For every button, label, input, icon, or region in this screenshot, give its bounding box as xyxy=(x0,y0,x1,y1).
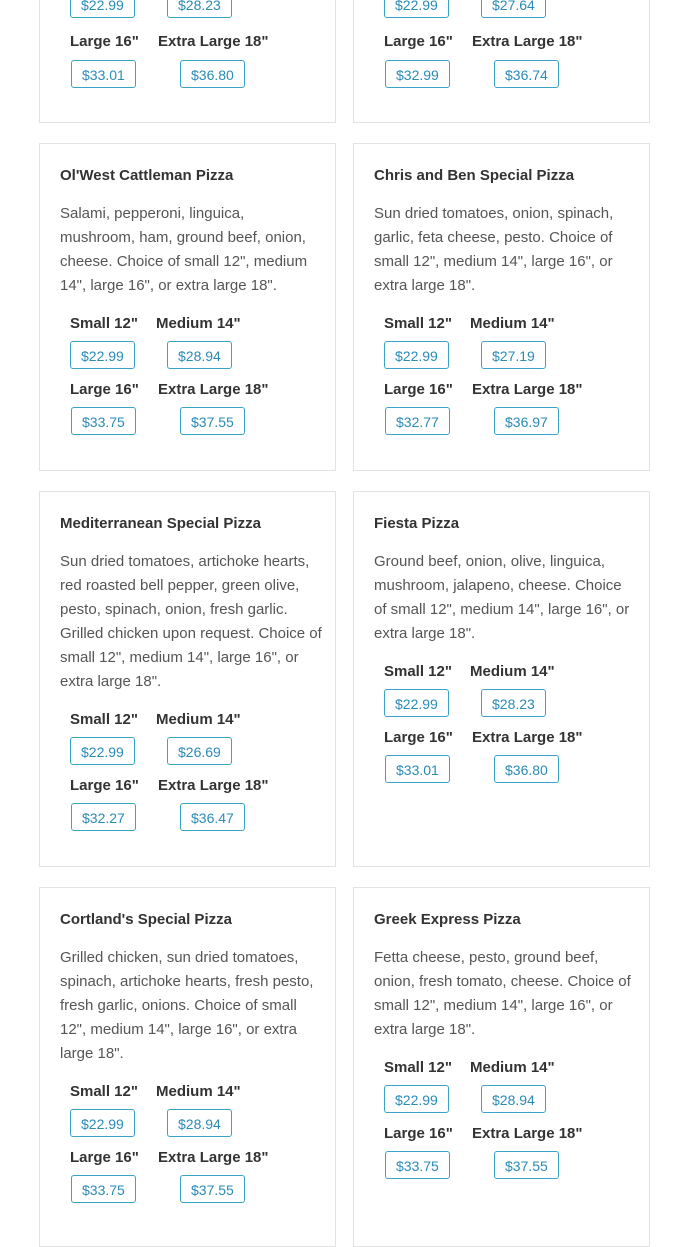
pizza-title: Fiesta Pizza xyxy=(374,515,460,532)
price-button-medium[interactable]: $28.94 xyxy=(167,1109,232,1137)
price-button-medium[interactable]: $28.23 xyxy=(481,689,546,717)
pizza-title: Cortland's Special Pizza xyxy=(60,911,232,928)
size-label-small: Small 12" xyxy=(384,663,452,680)
pizza-description: Salami, pepperoni, linguica, mushroom, ham, ground beef, onion, cheese. Choice of small 12", medium 14", large 16", or extra large 18". xyxy=(60,205,308,294)
price-button-small[interactable]: $22.99 xyxy=(70,737,135,765)
price-button-small[interactable]: $22.99 xyxy=(70,0,135,18)
pizza-card xyxy=(353,887,650,1247)
price-button-xlarge[interactable]: $36.80 xyxy=(180,60,245,88)
price-button-small[interactable]: $22.99 xyxy=(384,1085,449,1113)
price-button-xlarge[interactable]: $37.55 xyxy=(180,407,245,435)
price-button-medium[interactable]: $28.94 xyxy=(167,341,232,369)
price-button-large[interactable]: $33.01 xyxy=(71,60,136,88)
price-button-xlarge[interactable]: $36.80 xyxy=(494,755,559,783)
price-button-small[interactable]: $22.99 xyxy=(384,689,449,717)
pizza-card xyxy=(39,887,336,1247)
size-label-medium: Medium 14" xyxy=(156,315,241,332)
price-button-large[interactable]: $33.75 xyxy=(385,1151,450,1179)
pizza-description: Ground beef, onion, olive, linguica, mushroom, jalapeno, cheese. Choice of small 12", medium 14", large 16", or extra large 18". xyxy=(374,553,630,642)
price-button-large[interactable]: $32.77 xyxy=(385,407,450,435)
pizza-title: Chris and Ben Special Pizza xyxy=(374,167,575,184)
size-label-large: Large 16" xyxy=(70,1149,139,1166)
pizza-description: Sun dried tomatoes, onion, spinach, garlic, feta cheese, pesto. Choice of small 12", medium 14", large 16", or extra large 18". xyxy=(374,205,614,294)
size-label-small: Small 12" xyxy=(70,711,138,728)
pizza-description: Grilled chicken, sun dried tomatoes, spinach, artichoke hearts, fresh pesto, fresh garlic, onions. Choice of small 12", medium 14", large 16", or extra large 18". xyxy=(60,949,314,1062)
pizza-title: Mediterranean Special Pizza xyxy=(60,515,261,532)
price-button-large[interactable]: $33.75 xyxy=(71,407,136,435)
size-label-small: Small 12" xyxy=(70,1083,138,1100)
size-label-xlarge: Extra Large 18" xyxy=(472,381,583,398)
size-label-medium: Medium 14" xyxy=(470,1059,555,1076)
size-label-large: Large 16" xyxy=(70,777,139,794)
size-label-medium: Medium 14" xyxy=(470,663,555,680)
price-button-small[interactable]: $22.99 xyxy=(384,0,449,18)
pizza-description: Fetta cheese, pesto, ground beef, onion, fresh tomato, cheese. Choice of small 12", medium 14", large 16", or extra large 18". xyxy=(374,949,631,1038)
price-button-xlarge[interactable]: $37.55 xyxy=(494,1151,559,1179)
size-label-xlarge: Extra Large 18" xyxy=(472,33,583,50)
size-label-xlarge: Extra Large 18" xyxy=(158,1149,269,1166)
price-button-small[interactable]: $22.99 xyxy=(70,341,135,369)
price-button-xlarge[interactable]: $36.97 xyxy=(494,407,559,435)
size-label-large: Large 16" xyxy=(384,729,453,746)
pizza-card xyxy=(39,491,336,867)
pizza-card xyxy=(39,0,336,123)
price-button-xlarge[interactable]: $37.55 xyxy=(180,1175,245,1203)
size-label-large: Large 16" xyxy=(384,33,453,50)
size-label-xlarge: Extra Large 18" xyxy=(158,33,269,50)
pizza-description: Sun dried tomatoes, artichoke hearts, red roasted bell pepper, green olive, pesto, spinach, onion, fresh garlic. Grilled chicken upon request. Choice of small 12", medium 14", large 16", or extra large 18". xyxy=(60,553,322,690)
size-label-medium: Medium 14" xyxy=(156,1083,241,1100)
price-button-large[interactable]: $33.01 xyxy=(385,755,450,783)
price-button-medium[interactable]: $27.64 xyxy=(481,0,546,18)
size-label-xlarge: Extra Large 18" xyxy=(158,381,269,398)
size-label-small: Small 12" xyxy=(70,315,138,332)
pizza-card xyxy=(353,491,650,867)
price-button-large[interactable]: $32.27 xyxy=(71,803,136,831)
price-button-xlarge[interactable]: $36.74 xyxy=(494,60,559,88)
size-label-large: Large 16" xyxy=(70,381,139,398)
price-button-large[interactable]: $32.99 xyxy=(385,60,450,88)
price-button-medium[interactable]: $28.94 xyxy=(481,1085,546,1113)
size-label-medium: Medium 14" xyxy=(156,711,241,728)
pizza-title: Ol'West Cattleman Pizza xyxy=(60,167,234,184)
size-label-medium: Medium 14" xyxy=(470,315,555,332)
size-label-xlarge: Extra Large 18" xyxy=(472,1125,583,1142)
price-button-small[interactable]: $22.99 xyxy=(384,341,449,369)
price-button-large[interactable]: $33.75 xyxy=(71,1175,136,1203)
pizza-title: Greek Express Pizza xyxy=(374,911,521,928)
size-label-xlarge: Extra Large 18" xyxy=(472,729,583,746)
size-label-large: Large 16" xyxy=(70,33,139,50)
pizza-card xyxy=(353,143,650,471)
size-label-small: Small 12" xyxy=(384,315,452,332)
size-label-large: Large 16" xyxy=(384,381,453,398)
price-button-xlarge[interactable]: $36.47 xyxy=(180,803,245,831)
size-label-small: Small 12" xyxy=(384,1059,452,1076)
price-button-medium[interactable]: $26.69 xyxy=(167,737,232,765)
price-button-medium[interactable]: $28.23 xyxy=(167,0,232,18)
pizza-card xyxy=(353,0,650,123)
price-button-small[interactable]: $22.99 xyxy=(70,1109,135,1137)
price-button-medium[interactable]: $27.19 xyxy=(481,341,546,369)
pizza-card xyxy=(39,143,336,471)
size-label-xlarge: Extra Large 18" xyxy=(158,777,269,794)
size-label-large: Large 16" xyxy=(384,1125,453,1142)
